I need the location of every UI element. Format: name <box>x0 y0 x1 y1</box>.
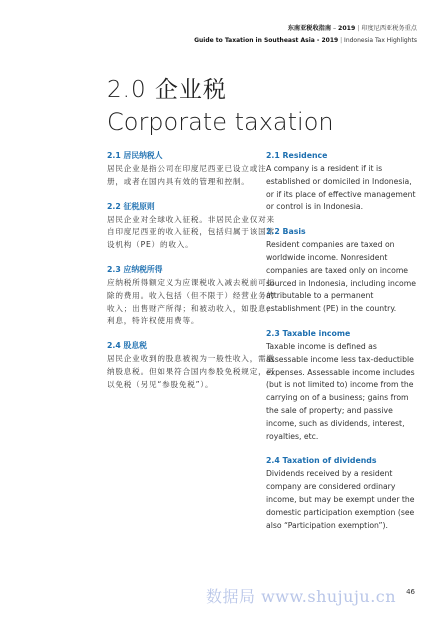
header-guide-title-en: Guide to Taxation in Southeast Asia - 2019 <box>194 37 339 44</box>
section-dividends-zh <box>107 340 277 391</box>
header-separator: | <box>340 37 343 44</box>
section-basis-en <box>266 226 416 316</box>
chapter-title-en: Corporate taxation <box>107 108 334 136</box>
header-separator: | <box>357 25 360 32</box>
section-heading: 2.1 Residence <box>266 151 328 160</box>
section-heading: 2.4 Taxation of dividends <box>266 456 377 466</box>
english-column <box>266 150 416 544</box>
chinese-column <box>107 150 277 404</box>
section-heading: 2.2 Basis <box>266 227 306 237</box>
watermark: 数据局 www.shujuju.cn <box>206 587 397 606</box>
header-dash: – <box>332 25 337 32</box>
running-header <box>194 23 417 47</box>
section-heading: 2.4 股息税 <box>107 341 147 351</box>
header-subtitle-en: Indonesia Tax Highlights <box>344 37 417 44</box>
section-basis-zh <box>107 201 277 252</box>
section-dividends-en <box>266 455 416 532</box>
header-guide-title-zh: 东南亚税收指南 <box>287 25 332 32</box>
section-heading: 2.3 Taxable income <box>266 328 351 338</box>
section-taxable-income-en <box>266 328 416 443</box>
section-body: 居民企业是指公司在印度尼西亚已设立或注册，或者在国内具有效的管理和控制。 <box>107 164 267 186</box>
section-body: A company is a resident if it is established or domiciled in Indonesia, or if its place of effective management or control is in Indonesia. <box>266 164 416 212</box>
section-body: 居民企业对全球收入征税。非居民企业仅对来自印度尼西亚的收入征税，包括归属于该国常设机构（PE）的收入。 <box>107 214 275 250</box>
section-residence-zh <box>107 150 277 189</box>
section-heading: 2.3 应纳税所得 <box>107 264 163 274</box>
header-line-chinese <box>194 23 417 35</box>
section-heading: 2.1 居民纳税人 <box>107 151 163 160</box>
section-heading: 2.2 征税原则 <box>107 201 155 211</box>
section-body: 应纳税所得额定义为应课税收入减去税前可扣除的费用。收入包括（但不限于）经营业务的收入；出售财产所得；和被动收入，如股息，利息，特许权使用费等。 <box>107 277 275 326</box>
section-body: 居民企业收到的股息被视为一般性收入，需缴纳股息税。但如果符合国内参股免税规定，可以免税（另见“参股免税”）。 <box>107 354 275 389</box>
section-body: Resident companies are taxed on worldwide income. Nonresident companies are taxed only on income sourced in Indonesia, including income attributable to a permanent establishment (PE) in the country. <box>266 240 416 314</box>
header-line-english <box>194 35 417 47</box>
section-body: Taxable income is defined as assessable income less tax-deductible expenses. Assessable income includes (but is not limited to) income from the carrying on of a business; gains from the sale of property; and passive income, such as dividends, interest, royalties, etc. <box>266 341 415 441</box>
chapter-title-zh: 2.0 企业税 <box>107 77 227 103</box>
header-subtitle-zh: 印度尼西亚税务重点 <box>361 25 417 32</box>
section-residence-en <box>266 150 416 214</box>
section-body: Dividends received by a resident company are considered ordinary income, but may be exempt under the domestic participation exemption (see also “Participation exemption”). <box>266 469 415 530</box>
header-year: 2019 <box>338 25 356 32</box>
page-number: 46 <box>406 588 415 596</box>
section-taxable-income-zh <box>107 264 277 328</box>
chapter-title <box>107 76 334 137</box>
